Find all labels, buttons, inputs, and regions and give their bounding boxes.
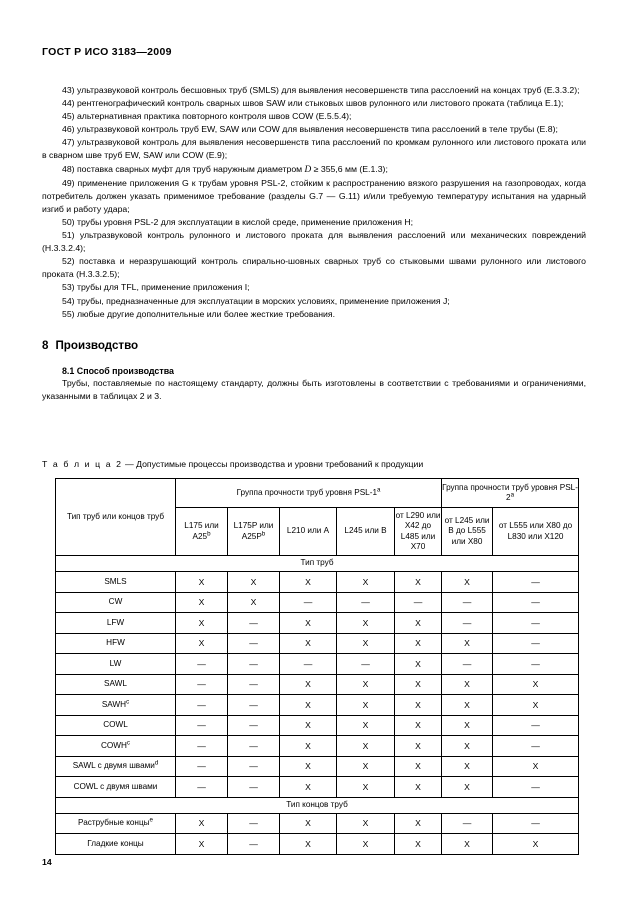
footnote-marker: c bbox=[126, 697, 130, 705]
cell-value: — bbox=[493, 572, 579, 593]
cell-value: X bbox=[337, 756, 395, 777]
table-caption-label: Т а б л и ц а 2 bbox=[42, 459, 123, 469]
table-row bbox=[56, 756, 579, 777]
cell-value: — bbox=[228, 777, 280, 798]
row-label bbox=[56, 695, 176, 716]
footnote-marker: b bbox=[261, 529, 266, 537]
table-row bbox=[56, 777, 579, 798]
cell-value: X bbox=[442, 736, 493, 757]
cell-value: — bbox=[280, 654, 337, 675]
column-header bbox=[395, 508, 442, 556]
cell-value: — bbox=[493, 777, 579, 798]
column-header-label: L210 или A bbox=[286, 526, 330, 536]
band-label-end-type: Тип концов труб bbox=[56, 797, 579, 813]
cell-value: X bbox=[280, 777, 337, 798]
cell-value: X bbox=[280, 572, 337, 593]
row-label-text: SAWL bbox=[104, 679, 127, 689]
cell-value: — bbox=[493, 592, 579, 613]
column-header bbox=[442, 508, 493, 556]
table-row bbox=[56, 813, 579, 834]
cell-value: X bbox=[228, 592, 280, 613]
cell-value: X bbox=[280, 736, 337, 757]
cell-value: — bbox=[176, 674, 228, 695]
column-header bbox=[280, 508, 337, 556]
table-row bbox=[56, 695, 579, 716]
column-header bbox=[493, 508, 579, 556]
cell-value: — bbox=[176, 715, 228, 736]
cell-value: X bbox=[176, 572, 228, 593]
cell-value: X bbox=[337, 613, 395, 634]
list-item: 52) поставка и неразрушающий контроль спирально-шовных сварных труб со стыковыми швами рулонного или листового проката (H.3.3.2.5); bbox=[42, 256, 586, 280]
row-label-text: SAWH bbox=[101, 699, 127, 709]
cell-value: X bbox=[395, 613, 442, 634]
cell-value: X bbox=[395, 813, 442, 834]
list-item: 50) трубы уровня PSL-2 для эксплуатации в кислой среде, применение приложения H; bbox=[62, 216, 414, 227]
row-label bbox=[56, 777, 176, 798]
list-item: 54) трубы, предназначенные для эксплуатации в морских условиях, применение приложения J; bbox=[62, 295, 450, 306]
cell-value: X bbox=[493, 756, 579, 777]
row-label-text: SAWL с двумя швами bbox=[72, 761, 155, 771]
cell-value: — bbox=[228, 695, 280, 716]
subsection-heading: 8.1 Способ производства bbox=[62, 365, 174, 376]
body-text-block bbox=[42, 84, 586, 403]
table-row bbox=[56, 654, 579, 675]
cell-value: — bbox=[493, 736, 579, 757]
section-heading bbox=[42, 321, 586, 355]
footnote-marker: a bbox=[510, 491, 515, 499]
cell-value: — bbox=[228, 633, 280, 654]
cell-value: X bbox=[493, 834, 579, 855]
cell-value: X bbox=[395, 834, 442, 855]
page-number: 14 bbox=[42, 857, 52, 867]
cell-value: — bbox=[228, 654, 280, 675]
cell-value: — bbox=[228, 834, 280, 855]
list-item: 45) альтернативная практика повторного контроля швов COW (E.5.5.4); bbox=[62, 111, 352, 122]
list-item-48-prefix: 48) поставка сварных муфт для труб наружным диаметром bbox=[62, 163, 305, 174]
row-label bbox=[56, 834, 176, 855]
cell-value: X bbox=[228, 572, 280, 593]
cell-value: — bbox=[442, 613, 493, 634]
row-label bbox=[56, 715, 176, 736]
cell-value: — bbox=[493, 613, 579, 634]
column-header bbox=[337, 508, 395, 556]
table-row bbox=[56, 613, 579, 634]
column-header-label: L175 или A25 bbox=[184, 521, 219, 541]
cell-value: — bbox=[493, 654, 579, 675]
cell-value: — bbox=[228, 674, 280, 695]
cell-value: X bbox=[337, 736, 395, 757]
cell-value: — bbox=[280, 592, 337, 613]
cell-value: X bbox=[395, 654, 442, 675]
row-label bbox=[56, 613, 176, 634]
row-label bbox=[56, 633, 176, 654]
row-label-text: SMLS bbox=[104, 576, 127, 586]
cell-value: — bbox=[228, 715, 280, 736]
row-label-text: COWH bbox=[100, 740, 127, 750]
cell-value: X bbox=[280, 633, 337, 654]
cell-value: X bbox=[280, 695, 337, 716]
row-label bbox=[56, 592, 176, 613]
cell-value: X bbox=[176, 613, 228, 634]
footnote-marker: e bbox=[149, 816, 153, 824]
subsection-text: Трубы, поставляемые по настоящему стандарту, должны быть изготовлены в соответствии с требованиями и ограничениями, указанными в таблицах 2 и 3. bbox=[42, 377, 586, 401]
cell-value: X bbox=[337, 572, 395, 593]
column-header-label: от L245 или B до L555 или X80 bbox=[444, 515, 490, 546]
column-header bbox=[228, 508, 280, 556]
cell-value: — bbox=[176, 736, 228, 757]
cell-value: X bbox=[337, 633, 395, 654]
cell-value: — bbox=[395, 592, 442, 613]
row-label-text: COWL с двумя швами bbox=[73, 781, 158, 791]
cell-value: X bbox=[337, 715, 395, 736]
cell-value: X bbox=[280, 834, 337, 855]
cell-value: — bbox=[493, 813, 579, 834]
row-label-text: CW bbox=[108, 597, 123, 607]
cell-value: X bbox=[176, 834, 228, 855]
row-label bbox=[56, 654, 176, 675]
list-item: 53) трубы для TFL, применение приложения I; bbox=[62, 282, 250, 293]
table-row bbox=[56, 834, 579, 855]
row-label-text: COWL bbox=[103, 720, 128, 730]
cell-value: X bbox=[280, 613, 337, 634]
table-row bbox=[56, 572, 579, 593]
cell-value: X bbox=[280, 813, 337, 834]
table-caption bbox=[42, 459, 423, 469]
cell-value: X bbox=[395, 572, 442, 593]
cell-value: X bbox=[395, 674, 442, 695]
band-label-pipe-type: Тип труб bbox=[56, 556, 579, 572]
cell-value: X bbox=[442, 633, 493, 654]
table-row bbox=[56, 592, 579, 613]
cell-value: X bbox=[493, 695, 579, 716]
cell-value: — bbox=[228, 736, 280, 757]
cell-value: X bbox=[442, 777, 493, 798]
cell-value: X bbox=[395, 633, 442, 654]
table-caption-dash: — bbox=[122, 459, 137, 469]
cell-value: — bbox=[176, 695, 228, 716]
table-header-group-row bbox=[56, 479, 579, 508]
row-label-text: Раструбные концы bbox=[78, 818, 150, 828]
list-item: 43) ультразвуковой контроль бесшовных труб (SMLS) для выявления несовершенств типа расслоений на концах труб (E.3.3.2); bbox=[62, 85, 580, 95]
list-item: 55) любые другие дополнительные или более жесткие требования. bbox=[62, 308, 335, 319]
cell-value: — bbox=[176, 654, 228, 675]
row-label-text: LFW bbox=[106, 617, 125, 627]
row-label bbox=[56, 736, 176, 757]
cell-value: X bbox=[395, 777, 442, 798]
cell-value: X bbox=[442, 572, 493, 593]
column-header bbox=[176, 508, 228, 556]
diameter-variable: D bbox=[304, 164, 312, 175]
cell-value: X bbox=[280, 715, 337, 736]
cell-value: X bbox=[280, 756, 337, 777]
production-process-table bbox=[55, 478, 579, 855]
list-item: 51) ультразвуковой контроль рулонного и листового проката для выявления расслоений или механических повреждений (H.3.3.2.4); bbox=[42, 230, 586, 254]
row-label bbox=[56, 813, 176, 834]
cell-value: — bbox=[493, 633, 579, 654]
list-item: 46) ультразвуковой контроль труб EW, SAW или COW для выявления несовершенств типа расслоений в теле трубы (E.8); bbox=[62, 124, 558, 135]
cell-value: X bbox=[176, 592, 228, 613]
list-item-48-suffix: ≥ 355,6 мм (E.1.3); bbox=[311, 163, 388, 174]
row-label-text: HFW bbox=[106, 638, 125, 648]
cell-value: — bbox=[337, 592, 395, 613]
cell-value: X bbox=[337, 674, 395, 695]
row-label bbox=[56, 674, 176, 695]
column-header-label: L245 или B bbox=[344, 526, 387, 536]
cell-value: — bbox=[228, 813, 280, 834]
cell-value: — bbox=[176, 777, 228, 798]
footnote-marker: b bbox=[207, 529, 211, 537]
list-item: 49) применение приложения G к трубам уровня PSL-2, стойким к распространению вязкого разрушения на газопроводах, когда потребитель должен указать применимое требование (разделы G.7 — G.11) и/или требуемую температуру испытания на ударный изгиб и работу удара; bbox=[42, 177, 586, 214]
table-row bbox=[56, 715, 579, 736]
group-header-psl1-label: Группа прочности труб уровня PSL-1 bbox=[236, 487, 377, 497]
cell-value: X bbox=[442, 756, 493, 777]
table-row bbox=[56, 674, 579, 695]
row-label-column-header: Тип труб или концов труб bbox=[56, 479, 176, 556]
column-header-label: L175P или A25P bbox=[233, 521, 274, 541]
section-title: Производство bbox=[55, 338, 139, 352]
row-label bbox=[56, 572, 176, 593]
cell-value: X bbox=[337, 695, 395, 716]
cell-value: — bbox=[337, 654, 395, 675]
table-row bbox=[56, 633, 579, 654]
cell-value: X bbox=[395, 736, 442, 757]
list-item: 44) рентгенографический контроль сварных швов SAW или стыковых швов рулонного или листового проката (таблица E.1); bbox=[62, 98, 564, 109]
footnote-marker: d bbox=[154, 759, 159, 767]
column-header-label: от L555 или X80 до L830 или X120 bbox=[498, 521, 573, 541]
table-row bbox=[56, 736, 579, 757]
footnote-marker: c bbox=[126, 738, 130, 746]
column-header-label: от L290 или X42 до L485 или X70 bbox=[395, 510, 441, 551]
cell-value: — bbox=[493, 715, 579, 736]
table-band-row bbox=[56, 556, 579, 572]
cell-value: X bbox=[442, 715, 493, 736]
cell-value: X bbox=[176, 813, 228, 834]
section-number: 8 bbox=[42, 338, 49, 352]
footnote-marker: a bbox=[377, 486, 381, 494]
cell-value: X bbox=[176, 633, 228, 654]
cell-value: X bbox=[395, 756, 442, 777]
row-label bbox=[56, 756, 176, 777]
cell-value: — bbox=[442, 813, 493, 834]
cell-value: X bbox=[337, 813, 395, 834]
cell-value: X bbox=[395, 695, 442, 716]
group-header-psl1 bbox=[176, 479, 442, 508]
cell-value: — bbox=[228, 756, 280, 777]
group-header-psl2 bbox=[442, 479, 579, 508]
cell-value: X bbox=[337, 834, 395, 855]
row-label-text: LW bbox=[109, 658, 122, 668]
table-caption-text: Допустимые процессы производства и уровни требований к продукции bbox=[136, 459, 424, 469]
cell-value: — bbox=[442, 592, 493, 613]
cell-value: X bbox=[395, 715, 442, 736]
list-item-48 bbox=[42, 163, 586, 177]
cell-value: — bbox=[442, 654, 493, 675]
list-item: 47) ультразвуковой контроль для выявления несовершенств типа расслоений по кромкам рулонного или листового проката или в сварном шве труб EW, SAW или COW (E.9); bbox=[42, 137, 586, 161]
cell-value: X bbox=[493, 674, 579, 695]
cell-value: — bbox=[228, 613, 280, 634]
row-label-text: Гладкие концы bbox=[87, 838, 144, 848]
cell-value: — bbox=[176, 756, 228, 777]
table-band-row bbox=[56, 797, 579, 813]
cell-value: X bbox=[442, 834, 493, 855]
cell-value: X bbox=[280, 674, 337, 695]
cell-value: X bbox=[442, 695, 493, 716]
group-header-psl2-label: Группа прочности труб уровня PSL-2 bbox=[442, 482, 578, 502]
standard-header: ГОСТ Р ИСО 3183—2009 bbox=[42, 46, 172, 58]
cell-value: X bbox=[337, 777, 395, 798]
cell-value: X bbox=[442, 674, 493, 695]
